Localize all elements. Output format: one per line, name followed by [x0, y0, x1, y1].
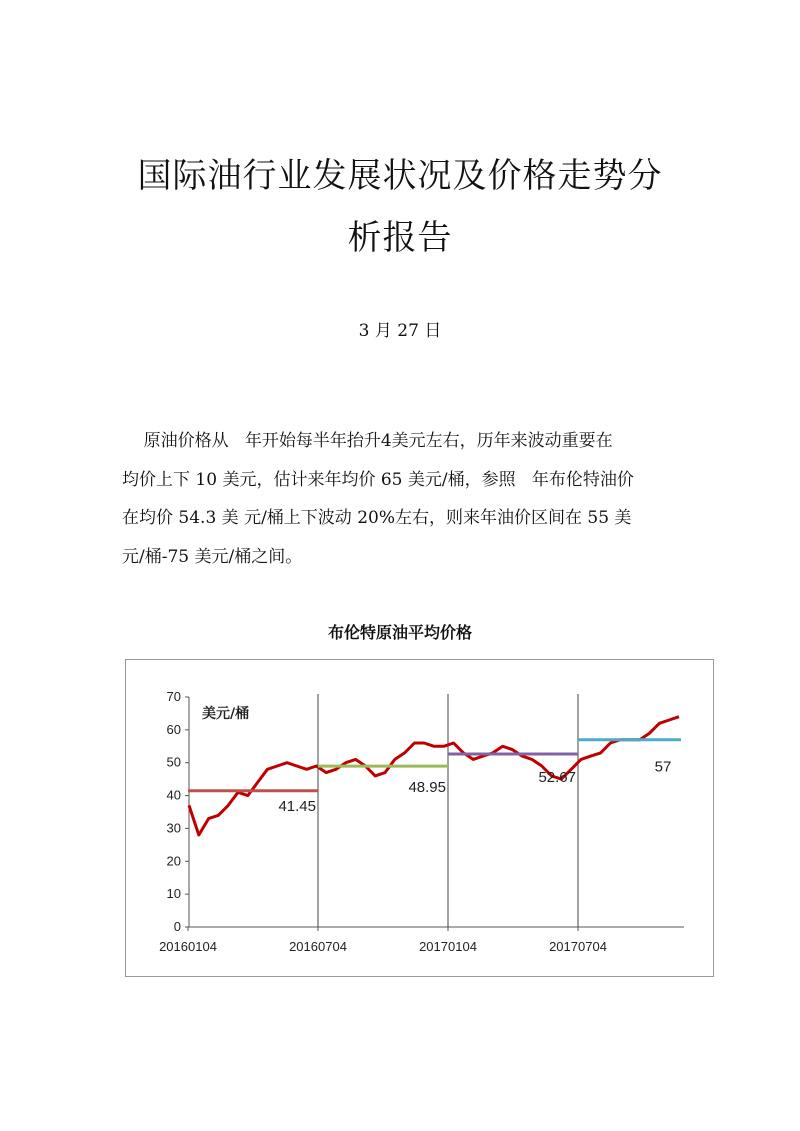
paragraph-line: 原油价格从 年开始每半年抬升4美元左右，历年来波动重要在	[122, 431, 613, 451]
paragraph-line: 元/桶-75 美元/桶之间。	[122, 546, 303, 567]
y-tick-label: 40	[166, 787, 181, 803]
chart-title: 布伦特原油平均价格	[327, 623, 472, 642]
brent-price-chart	[126, 660, 713, 976]
document-date: 3 月 27 日	[358, 321, 442, 341]
y-tick-label: 0	[173, 919, 181, 934]
price-series-line	[189, 717, 679, 835]
average-value-label: 41.45	[278, 797, 316, 815]
y-tick-label: 70	[166, 689, 181, 704]
average-value-label: 57	[654, 758, 672, 776]
paragraph-line: 均价上下 10 美元，估计来年均价 65 美元/桶，参照 年布伦特油价	[122, 469, 634, 490]
x-tick-label: 20170704	[549, 939, 607, 954]
x-tick-label: 20160704	[289, 939, 347, 954]
y-tick-label: 20	[166, 853, 181, 869]
x-tick-label: 20160104	[159, 939, 217, 954]
average-value-label: 52.67	[538, 768, 576, 786]
document-title-line2: 析报告	[347, 218, 453, 258]
average-value-label: 48.95	[408, 779, 446, 797]
y-axis-unit-label: 美元/桶	[202, 706, 250, 722]
y-tick-label: 60	[166, 721, 181, 737]
document-title-line1: 国际油行业发展状况及价格走势分	[137, 156, 663, 196]
body-paragraph	[122, 422, 692, 576]
y-tick-label: 50	[166, 754, 181, 770]
y-tick-label: 10	[166, 886, 181, 902]
paragraph-line: 在均价 54.3 美 元/桶上下波动 20%左右，则来年油价区间在 55 美	[122, 508, 632, 528]
chart-frame	[125, 659, 714, 977]
x-tick-label: 20170104	[419, 939, 477, 954]
y-tick-label: 30	[166, 820, 181, 836]
